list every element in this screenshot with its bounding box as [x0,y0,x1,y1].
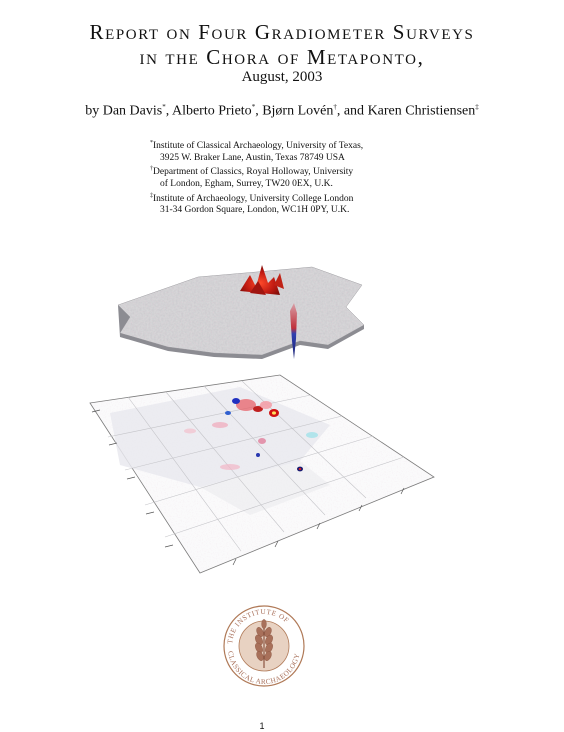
affiliation-line: of London, Egham, Surrey, TW20 0EX, U.K. [160,179,333,190]
affiliation-mark: † [333,103,337,111]
separator: , and [336,103,365,119]
affiliation-mark: † [150,166,153,173]
affiliation-mark: * [251,103,256,111]
affiliation-line: 3925 W. Braker Lane, Austin, Texas 78749 USA [160,152,345,163]
affiliation-mark: * [162,103,166,111]
report-date: August, 2003 [241,69,323,85]
author-name: Bjørn Lovén [262,103,334,119]
affiliation-mark: ‡ [475,103,479,111]
affiliation-line: 31-34 Gordon Square, London, WC1H 0PY, U.K. [160,205,350,216]
svg-text:CLASSICAL ARCHAEOLOGY: CLASSICAL ARCHAEOLOGY [226,650,302,687]
survey-plan-grid [80,365,450,575]
affiliation-line [150,191,450,206]
affiliation-mark: ‡ [150,192,153,199]
page-number: 1 [259,721,265,731]
affiliations-block [150,138,450,217]
report-title-line-2: in the Chora of Metaponto, [139,45,425,69]
affiliation-text: Institute of Archaeology, University College London [153,193,354,204]
author-name: Alberto Prieto [171,103,252,119]
affiliation-line [150,164,450,179]
by-label: by [85,103,100,119]
institute-logo [218,598,310,694]
report-title-line-1: Report on Four Gradiometer Surveys [89,20,475,44]
separator: , [255,103,259,119]
svg-text:THE INSTITUTE OF: THE INSTITUTE OF [226,607,291,645]
affiliation-mark: * [150,140,153,146]
relief-surface [110,263,370,359]
separator: , [165,103,170,119]
author-name: Dan Davis [102,103,163,119]
gradiometer-survey-figure [0,255,564,585]
affiliation-text: Institute of Classical Archaeology, University of Texas, [153,141,364,152]
author-name: Karen Christiensen [367,103,476,119]
affiliation-text: Department of Classics, Royal Holloway, University [153,167,354,178]
affiliation-line [150,138,450,153]
author-line [0,103,564,120]
